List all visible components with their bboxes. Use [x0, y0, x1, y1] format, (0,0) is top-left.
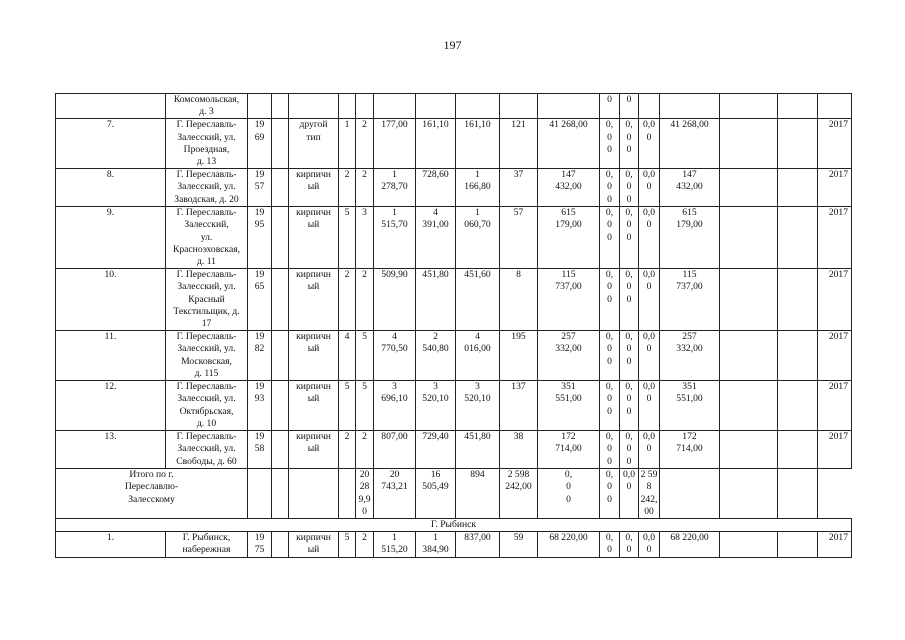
table-cell: кирпичн ый [289, 169, 339, 207]
table-cell [778, 331, 818, 381]
table-cell [720, 94, 778, 119]
table-cell: 0, 0 0 [620, 207, 639, 269]
table-cell: 147 432,00 [660, 169, 720, 207]
table-cell: Г. Переславль- Залесский, ул. Заводская, д. 20 [166, 169, 248, 207]
table-cell: кирпичн ый [289, 532, 339, 558]
table-cell: 172 714,00 [538, 431, 600, 469]
table-row [56, 207, 852, 269]
table-cell: 2017 [818, 169, 852, 207]
table-cell [720, 169, 778, 207]
table-cell: 5 [356, 381, 374, 431]
table-cell [56, 94, 166, 119]
table-cell: 0,0 0 [639, 431, 660, 469]
table-cell: 7. [56, 119, 166, 169]
table-cell: 37 [500, 169, 538, 207]
table-cell: 894 [456, 469, 500, 519]
table-cell: 137 [500, 381, 538, 431]
table-cell [778, 269, 818, 331]
table-cell [272, 469, 289, 519]
table-cell: 351 551,00 [660, 381, 720, 431]
table-cell [778, 532, 818, 558]
table-cell: 0,0 0 [639, 381, 660, 431]
table-cell [720, 269, 778, 331]
table-cell: 0, 0 0 [600, 207, 620, 269]
table-cell: 59 [500, 532, 538, 558]
table-cell: 2 [339, 169, 356, 207]
table-cell: 3 520,10 [456, 381, 500, 431]
table-cell: 0, 0 0 [600, 469, 620, 519]
table-cell: Г. Переславль- Залесский, ул. Красноэховская, д. 11 [166, 207, 248, 269]
table-cell: 4 [339, 331, 356, 381]
table-cell: 1 384,90 [416, 532, 456, 558]
table-cell: 728,60 [416, 169, 456, 207]
table-cell: 19 75 [248, 532, 272, 558]
section-title: Г. Рыбинск [56, 519, 852, 532]
table-cell [272, 431, 289, 469]
table-cell: 121 [500, 119, 538, 169]
table-cell: Г. Рыбинск, набережная [166, 532, 248, 558]
table-cell [720, 532, 778, 558]
table-cell: кирпичн ый [289, 269, 339, 331]
table-cell [272, 169, 289, 207]
table-cell: 2 [356, 269, 374, 331]
table-cell [272, 119, 289, 169]
table-cell: 2017 [818, 381, 852, 431]
table-cell: 451,80 [416, 269, 456, 331]
table-row [56, 119, 852, 169]
table-cell: Г. Переславль- Залесский, ул. Проездная, д. 13 [166, 119, 248, 169]
table-cell: 1 [339, 119, 356, 169]
table-cell: 807,00 [374, 431, 416, 469]
table-cell [272, 269, 289, 331]
table-cell: 2 [356, 119, 374, 169]
table-cell: 3 [356, 207, 374, 269]
table-cell: кирпичн ый [289, 431, 339, 469]
table-cell: 0 [600, 94, 620, 119]
table-cell: 19 69 [248, 119, 272, 169]
table-cell: другой тип [289, 119, 339, 169]
table-cell: 195 [500, 331, 538, 381]
table-cell: 161,10 [416, 119, 456, 169]
table-cell: 68 220,00 [538, 532, 600, 558]
table-cell: кирпичн ый [289, 207, 339, 269]
table-cell: 0,0 0 [639, 169, 660, 207]
table-cell: 1 166,80 [456, 169, 500, 207]
table-cell: 5 [356, 331, 374, 381]
table-cell [272, 331, 289, 381]
table-cell: кирпичн ый [289, 331, 339, 381]
table-row [56, 331, 852, 381]
table-cell: 161,10 [456, 119, 500, 169]
table-cell: 2017 [818, 331, 852, 381]
table-cell [248, 94, 272, 119]
table-cell: 0,0 0 [639, 119, 660, 169]
table-cell: 0, 0 0 [620, 269, 639, 331]
table-cell [272, 207, 289, 269]
table-cell: 3 520,10 [416, 381, 456, 431]
table-cell: 2 598 242,00 [500, 469, 538, 519]
table-cell: 0, 0 [620, 532, 639, 558]
table-cell: 5 [339, 532, 356, 558]
table-row [56, 431, 852, 469]
table-cell: Г. Переславль- Залесский, ул. Московская, д. 115 [166, 331, 248, 381]
table-cell: 837,00 [456, 532, 500, 558]
table-cell: 4 016,00 [456, 331, 500, 381]
table-cell: 115 737,00 [538, 269, 600, 331]
table-cell: 3 696,10 [374, 381, 416, 431]
table-cell: 2 [356, 431, 374, 469]
table-cell: 0, 0 0 [620, 431, 639, 469]
table-cell: 2017 [818, 269, 852, 331]
total-row [56, 469, 852, 519]
table-cell: 451,80 [456, 431, 500, 469]
table-cell: Г. Переславль- Залесский, ул. Красный Текстильщик, д. 17 [166, 269, 248, 331]
table-cell: 257 332,00 [538, 331, 600, 381]
table-cell: Г. Переславль- Залесский, ул. Свободы, д. 60 [166, 431, 248, 469]
table-cell [778, 119, 818, 169]
table-cell [778, 431, 818, 469]
table-cell: 2 598 242,00 [639, 469, 660, 519]
table-cell: 0 [620, 94, 639, 119]
table-cell [538, 94, 600, 119]
table-cell: 177,00 [374, 119, 416, 169]
total-label: Итого по г. Переславлю- Залесскому [56, 469, 248, 519]
table-cell: 0, 0 0 [600, 431, 620, 469]
table-cell: 0,0 0 [639, 207, 660, 269]
table-cell: 0,0 0 [620, 469, 639, 519]
table-cell: 615 179,00 [538, 207, 600, 269]
table-cell: 0, 0 0 [600, 331, 620, 381]
table-cell: 5 [339, 381, 356, 431]
table-cell: 20 743,21 [374, 469, 416, 519]
table-cell: 257 332,00 [660, 331, 720, 381]
table-cell: 19 95 [248, 207, 272, 269]
table-cell: 10. [56, 269, 166, 331]
table-cell: 147 432,00 [538, 169, 600, 207]
table-cell: 20 289,90 [356, 469, 374, 519]
table-cell: 0,0 0 [639, 532, 660, 558]
table-cell: 8. [56, 169, 166, 207]
table-cell: 115 737,00 [660, 269, 720, 331]
housing-table [55, 93, 852, 558]
table-cell [356, 94, 374, 119]
table-cell [778, 207, 818, 269]
table-cell [720, 381, 778, 431]
table-cell: 4 770,50 [374, 331, 416, 381]
table-cell [272, 381, 289, 431]
table-cell [720, 119, 778, 169]
table-cell: 0, 0 0 [600, 269, 620, 331]
table-cell: 2017 [818, 207, 852, 269]
table-cell: 19 82 [248, 331, 272, 381]
table-row [56, 169, 852, 207]
table-row [56, 94, 852, 119]
table-cell: 2017 [818, 119, 852, 169]
table-cell: 729,40 [416, 431, 456, 469]
table-cell: 2 [356, 169, 374, 207]
table-cell: 0, 0 0 [620, 119, 639, 169]
table-cell: 615 179,00 [660, 207, 720, 269]
table-cell: 4 391,00 [416, 207, 456, 269]
table-cell [339, 469, 356, 519]
table-cell: 1. [56, 532, 166, 558]
table-row [56, 269, 852, 331]
table-cell [720, 469, 778, 519]
table-cell: 509,90 [374, 269, 416, 331]
table-cell [720, 331, 778, 381]
table-cell [778, 169, 818, 207]
table-cell: 41 268,00 [538, 119, 600, 169]
table-cell: 12. [56, 381, 166, 431]
table-cell: 2 [339, 431, 356, 469]
table-cell [339, 94, 356, 119]
table-row [56, 532, 852, 558]
table-cell: 1 060,70 [456, 207, 500, 269]
table-cell [374, 94, 416, 119]
table-cell: 0,0 0 [639, 269, 660, 331]
table-cell [660, 94, 720, 119]
table-row [56, 381, 852, 431]
table-cell [778, 381, 818, 431]
table-cell: Г. Переславль- Залесский, ул. Октябрьская, д. 10 [166, 381, 248, 431]
table-cell: 2 [339, 269, 356, 331]
table-cell [272, 94, 289, 119]
table-cell: 0, 0 0 [620, 331, 639, 381]
table-cell: 41 268,00 [660, 119, 720, 169]
table-cell: 0, 0 0 [600, 119, 620, 169]
section-row [56, 519, 852, 532]
table-cell: 13. [56, 431, 166, 469]
table-cell: 11. [56, 331, 166, 381]
table-cell: 16 505,49 [416, 469, 456, 519]
table-cell [289, 469, 339, 519]
table-cell: 38 [500, 431, 538, 469]
table-cell: 68 220,00 [660, 532, 720, 558]
table-cell: 2017 [818, 532, 852, 558]
table-cell: 1 278,70 [374, 169, 416, 207]
table-cell: Комсомольская, д. 3 [166, 94, 248, 119]
table-cell [500, 94, 538, 119]
table-cell [778, 469, 818, 519]
table-cell: 0, 0 0 [600, 169, 620, 207]
table-cell: 1 515,20 [374, 532, 416, 558]
table-cell: 0, 0 0 [620, 381, 639, 431]
table-cell: 0, 0 [600, 532, 620, 558]
table-cell: 0,0 0 [639, 331, 660, 381]
table-cell: 1 515,70 [374, 207, 416, 269]
table-cell [818, 94, 852, 119]
table-cell [272, 532, 289, 558]
table-cell: 19 93 [248, 381, 272, 431]
table-cell [778, 94, 818, 119]
table-cell: 451,60 [456, 269, 500, 331]
table-cell [660, 469, 720, 519]
table-cell [416, 94, 456, 119]
table-cell: 2 540,80 [416, 331, 456, 381]
table-cell [720, 207, 778, 269]
table-cell: 2 [356, 532, 374, 558]
table-cell [289, 94, 339, 119]
table-cell: 172 714,00 [660, 431, 720, 469]
table-cell: 8 [500, 269, 538, 331]
table-cell: 9. [56, 207, 166, 269]
table-cell: 19 57 [248, 169, 272, 207]
table-cell: 0, 0 0 [620, 169, 639, 207]
table-cell [248, 469, 272, 519]
table-cell: 0, 0 0 [600, 381, 620, 431]
table-cell: 5 [339, 207, 356, 269]
table-cell [639, 94, 660, 119]
table-cell: 351 551,00 [538, 381, 600, 431]
table-cell: 2017 [818, 431, 852, 469]
table-cell: 19 58 [248, 431, 272, 469]
table-cell: кирпичн ый [289, 381, 339, 431]
table-cell: 57 [500, 207, 538, 269]
table-cell [720, 431, 778, 469]
table-cell: 19 65 [248, 269, 272, 331]
table-cell: 0, 0 0 [538, 469, 600, 519]
page-number: 197 [443, 38, 462, 52]
table-cell [456, 94, 500, 119]
